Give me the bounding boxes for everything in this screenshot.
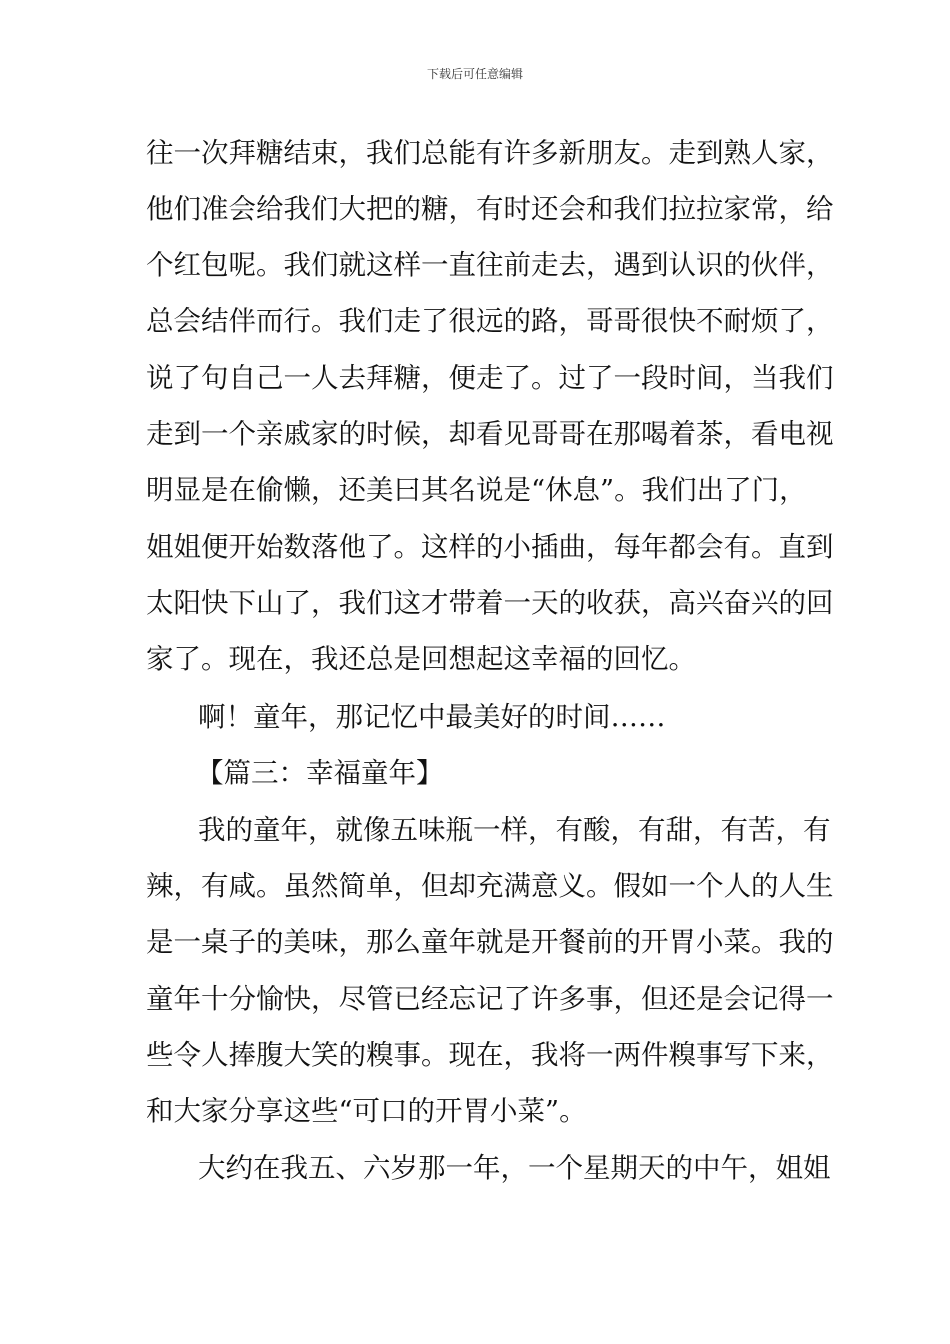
text-line: 家了。现在，我还总是回想起这幸福的回忆。	[146, 643, 696, 675]
text-line: 个红包呢。我们就这样一直往前走去，遇到认识的伙伴，	[146, 249, 834, 281]
exclamation-line: 啊！童年，那记忆中最美好的时间……	[198, 701, 666, 733]
text-line: 太阳快下山了，我们这才带着一天的收获，高兴奋兴的回	[146, 587, 834, 619]
text-line: 我的童年，就像五味瓶一样，有酸，有甜，有苦，有	[198, 814, 831, 846]
text-line: 明显是在偷懒，还美曰其名说是“休息”。我们出了门，	[146, 474, 807, 506]
text-line: 辣，有咸。虽然简单，但却充满意义。假如一个人的人生	[146, 870, 834, 902]
text-line: 大约在我五、六岁那一年，一个星期天的中午，姐姐	[198, 1152, 831, 1184]
text-line: 他们准会给我们大把的糖，有时还会和我们拉拉家常，给	[146, 193, 834, 225]
section-heading: 【篇三：幸福童年】	[196, 757, 444, 789]
text-line: 和大家分享这些“可口的开胃小菜”。	[146, 1095, 587, 1127]
text-line: 些令人捧腹大笑的糗事。现在，我将一两件糗事写下来，	[146, 1039, 834, 1071]
text-line: 往一次拜糖结束，我们总能有许多新朋友。走到熟人家，	[146, 137, 834, 169]
text-line: 总会结伴而行。我们走了很远的路，哥哥很快不耐烦了，	[146, 305, 834, 337]
text-line: 童年十分愉快，尽管已经忘记了许多事，但还是会记得一	[146, 983, 834, 1015]
text-line: 是一桌子的美味，那么童年就是开餐前的开胃小菜。我的	[146, 926, 834, 958]
page-header: 下载后可任意编辑	[426, 67, 523, 81]
text-line: 说了句自己一人去拜糖，便走了。过了一段时间，当我们	[146, 362, 834, 394]
text-line: 姐姐便开始数落他了。这样的小插曲，每年都会有。直到	[146, 531, 834, 563]
text-line: 走到一个亲戚家的时候，却看见哥哥在那喝着茶，看电视	[146, 418, 834, 450]
